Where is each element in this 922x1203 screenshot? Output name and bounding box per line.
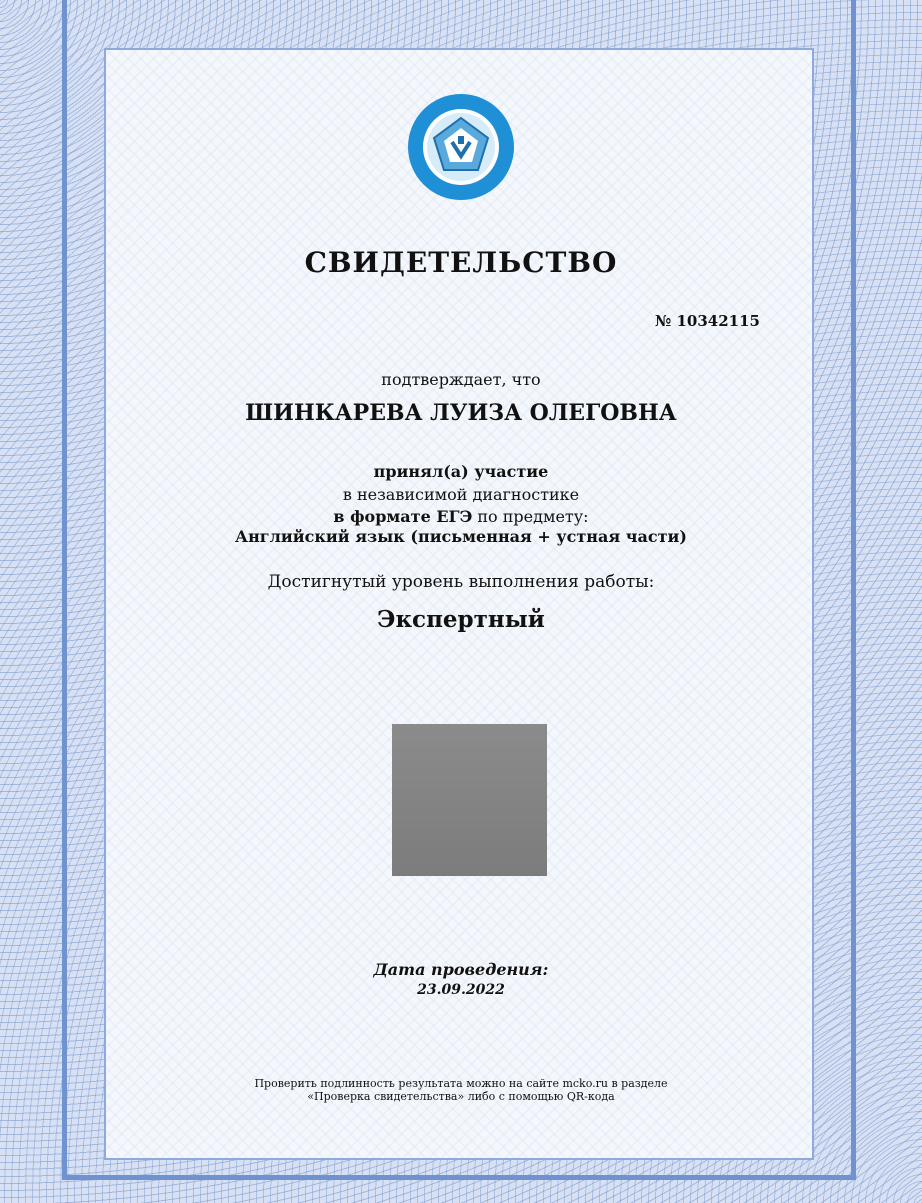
level-label: Достигнутый уровень выполнения работы:: [267, 572, 655, 592]
achievement-level: Экспертный: [377, 606, 545, 633]
certificate-title: СВИДЕТЕЛЬСТВО: [304, 246, 618, 279]
exam-date: 23.09.2022: [417, 982, 505, 998]
certificate-number: № 10342115: [654, 312, 760, 330]
subject-text: Английский язык (письменная + устная части): [235, 527, 687, 546]
confirms-text: подтверждает, что: [381, 370, 541, 389]
footer-line-2: «Проверка свидетельства» либо с помощью QR-кода: [307, 1090, 615, 1103]
format-text: [0, 507, 922, 526]
footer-line-1: Проверить подлинность результата можно на сайте mcko.ru в разделе: [254, 1077, 668, 1090]
format-rest: по предмету:: [472, 507, 589, 526]
diagnostic-text: в независимой диагностике: [342, 485, 580, 504]
participant-name: ШИНКАРЕВА ЛУИЗА ОЛЕГОВНА: [245, 400, 677, 426]
participation-text: принял(а) участие: [373, 462, 549, 481]
date-label: Дата проведения:: [373, 960, 549, 979]
format-bold: в формате ЕГЭ: [333, 507, 473, 526]
mcko-logo-icon: [406, 92, 516, 202]
qr-code-blurred: [392, 724, 547, 876]
